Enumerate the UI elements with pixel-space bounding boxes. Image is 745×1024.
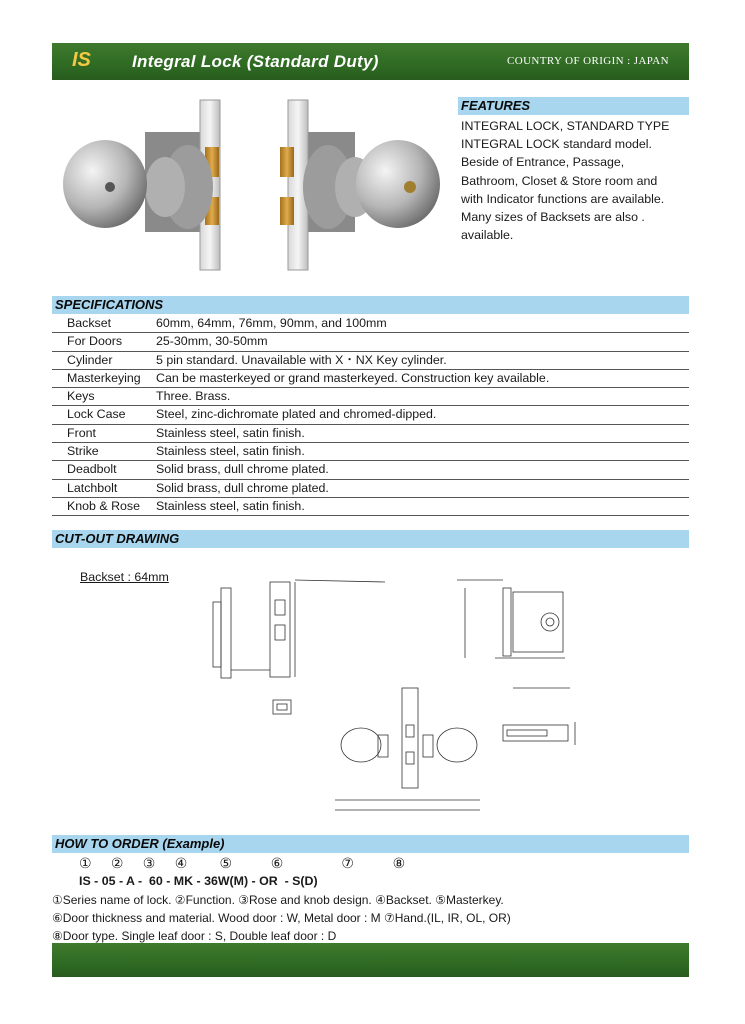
order-example-code: IS - 05 - A - 60 - MK - 36W(M) - OR - S(D) [79,874,318,888]
table-row [52,352,689,370]
spec-key: Backset [67,316,112,330]
table-row [52,480,689,498]
spec-key: Knob & Rose [67,498,141,513]
order-legend-line: ⑧Door type. Single leaf door : S, Double leaf door : D [52,929,337,943]
spec-key: Front [67,425,96,440]
spec-value: Can be masterkeyed or grand masterkeyed. Construction key available. [156,370,550,385]
spec-key: For Doors [67,334,123,349]
spec-key: Masterkeying [67,370,141,385]
features-line: Beside of Entrance, Passage, [461,155,625,170]
backset-label: Backset : 64mm [80,570,169,584]
spec-value: 60mm, 64mm, 76mm, 90mm, and 100mm [156,316,387,330]
specifications-table [52,315,689,516]
table-row [52,443,689,461]
spec-value: Three. Brass. [156,389,231,404]
features-line: Bathroom, Closet & Store room and [461,173,658,188]
order-number-markers: ① ② ③ ④ ⑤ ⑥ ⑦ ⑧ [79,856,406,872]
spec-value: Stainless steel, satin finish. [156,425,305,440]
spec-key: Lock Case [67,407,126,422]
spec-key: Latchbolt [67,480,118,495]
table-row [52,498,689,516]
spec-value: Stainless steel, satin finish. [156,444,305,459]
product-photo [60,92,445,272]
page-title: Integral Lock (Standard Duty) [132,52,379,71]
country-of-origin: COUNTRY OF ORIGIN : JAPAN [507,55,669,67]
spec-key: Strike [67,444,99,459]
table-row [52,333,689,351]
table-row [52,315,689,333]
features-text [461,117,691,244]
features-line: available. [461,228,514,243]
table-row [52,370,689,388]
footer-banner [52,943,689,977]
cutout-heading: CUT-OUT DRAWING [52,530,689,548]
spec-value: Steel, zinc-dichromate plated and chromed-dipped. [156,407,437,422]
order-legend-line: ⑥Door thickness and material. Wood door : W, Metal door : M ⑦Hand.(IL, IR, OL, OR) [52,911,511,925]
order-legend-line: ①Series name of lock. ②Function. ③Rose and knob design. ④Backset. ⑤Masterkey. [52,893,504,907]
spec-value: 25-30mm, 30-50mm [156,334,268,349]
specifications-heading: SPECIFICATIONS [52,296,689,314]
series-code: IS [72,49,91,71]
spec-value: Solid brass, dull chrome plated. [156,462,329,477]
features-line: INTEGRAL LOCK, STANDARD TYPE [461,119,670,133]
spec-value: Stainless steel, satin finish. [156,498,305,513]
table-row [52,406,689,424]
cutout-drawing [195,570,605,830]
spec-value: 5 pin standard. Unavailable with X・NX Key cylinder. [156,352,447,367]
features-line: with Indicator functions are available. [461,191,665,206]
spec-key: Keys [67,389,95,404]
order-heading: HOW TO ORDER (Example) [52,835,689,853]
features-heading: FEATURES [458,97,689,115]
header-banner [52,43,689,80]
spec-key: Deadbolt [67,462,117,477]
table-row [52,388,689,406]
features-line: INTEGRAL LOCK standard model. [461,137,652,152]
spec-value: Solid brass, dull chrome plated. [156,480,329,495]
table-row [52,425,689,443]
table-row [52,461,689,479]
spec-key: Cylinder [67,352,113,367]
features-line: Many sizes of Backsets are also . [461,210,645,225]
